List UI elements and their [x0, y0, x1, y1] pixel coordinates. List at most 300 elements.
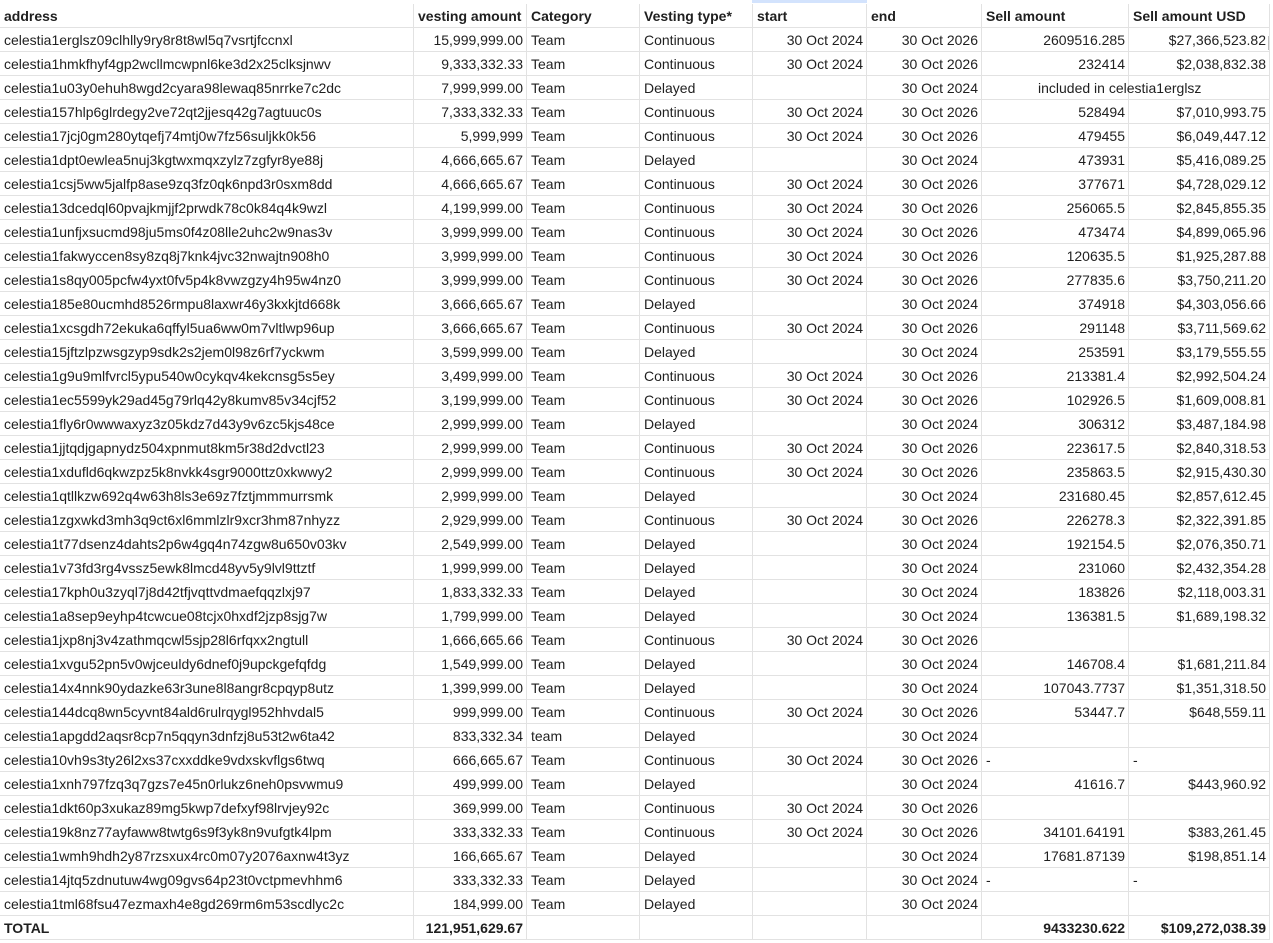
- table-row[interactable]: [0, 292, 1273, 316]
- table-row[interactable]: [0, 148, 1273, 172]
- cell-end[interactable]: 30 Oct 2026: [867, 124, 982, 148]
- cell-vesting-amount[interactable]: 9,333,332.33: [414, 52, 527, 76]
- cell-vesting-type[interactable]: Continuous: [640, 364, 753, 388]
- header-end[interactable]: end: [867, 4, 982, 28]
- cell-start[interactable]: 30 Oct 2024: [753, 796, 867, 820]
- cell-category[interactable]: Team: [527, 772, 640, 796]
- cell-sell-amount[interactable]: 231060: [982, 556, 1129, 580]
- cell-sell-amount[interactable]: 479455: [982, 124, 1129, 148]
- cell-category[interactable]: Team: [527, 676, 640, 700]
- cell-start[interactable]: 30 Oct 2024: [753, 52, 867, 76]
- cell-start[interactable]: [753, 652, 867, 676]
- total-vesting-type[interactable]: [640, 916, 753, 940]
- cell-address[interactable]: celestia1erglsz09clhlly9ry8r8t8wl5q7vsrtjfccnxl: [0, 28, 414, 52]
- cell-sell-amount[interactable]: 2609516.285: [982, 28, 1129, 52]
- header-vesting-amount[interactable]: vesting amount: [414, 4, 527, 28]
- cell-vesting-amount[interactable]: 2,999,999.00: [414, 436, 527, 460]
- table-row[interactable]: [0, 172, 1273, 196]
- total-sell-amount-usd[interactable]: $109,272,038.39: [1129, 916, 1270, 940]
- cell-category[interactable]: Team: [527, 580, 640, 604]
- cell-vesting-type[interactable]: Continuous: [640, 796, 753, 820]
- cell-vesting-type[interactable]: Continuous: [640, 100, 753, 124]
- cell-sell-amount-usd[interactable]: $4,899,065.96: [1129, 220, 1270, 244]
- cell-category[interactable]: Team: [527, 508, 640, 532]
- cell-category[interactable]: Team: [527, 484, 640, 508]
- cell-start[interactable]: [753, 76, 867, 100]
- total-category[interactable]: [527, 916, 640, 940]
- cell-sell-amount-usd[interactable]: $2,840,318.53: [1129, 436, 1270, 460]
- cell-address[interactable]: celestia1zgxwkd3mh3q9ct6xl6mmlzlr9xcr3hm87nhyzz: [0, 508, 414, 532]
- cell-address[interactable]: celestia1v73fd3rg4vssz5ewk8lmcd48yv5y9lvl9ttztf: [0, 556, 414, 580]
- cell-end[interactable]: 30 Oct 2024: [867, 844, 982, 868]
- table-row[interactable]: [0, 868, 1273, 892]
- cell-category[interactable]: Team: [527, 364, 640, 388]
- cell-vesting-amount[interactable]: 3,999,999.00: [414, 244, 527, 268]
- cell-vesting-amount[interactable]: 4,666,665.67: [414, 148, 527, 172]
- cell-sell-amount[interactable]: 374918: [982, 292, 1129, 316]
- cell-sell-amount-usd[interactable]: $383,261.45: [1129, 820, 1270, 844]
- cell-category[interactable]: Team: [527, 196, 640, 220]
- cell-vesting-type[interactable]: Delayed: [640, 292, 753, 316]
- header-address[interactable]: address: [0, 4, 414, 28]
- cell-end[interactable]: 30 Oct 2024: [867, 412, 982, 436]
- cell-vesting-type[interactable]: Continuous: [640, 748, 753, 772]
- cell-vesting-amount[interactable]: 3,666,665.67: [414, 316, 527, 340]
- cell-vesting-amount[interactable]: 5,999,999: [414, 124, 527, 148]
- table-row[interactable]: [0, 388, 1273, 412]
- cell-end[interactable]: 30 Oct 2026: [867, 100, 982, 124]
- table-row[interactable]: [0, 892, 1273, 916]
- cell-vesting-type[interactable]: Continuous: [640, 436, 753, 460]
- cell-start[interactable]: 30 Oct 2024: [753, 748, 867, 772]
- cell-address[interactable]: celestia1hmkfhyf4gp2wcllmcwpnl6ke3d2x25clksjnwv: [0, 52, 414, 76]
- header-sell-amount-usd[interactable]: Sell amount USD: [1129, 4, 1270, 28]
- cell-sell-amount-usd[interactable]: $2,915,430.30: [1129, 460, 1270, 484]
- cell-start[interactable]: 30 Oct 2024: [753, 628, 867, 652]
- cell-end[interactable]: 30 Oct 2026: [867, 436, 982, 460]
- table-row[interactable]: [0, 508, 1273, 532]
- cell-sell-amount[interactable]: 226278.3: [982, 508, 1129, 532]
- cell-category[interactable]: Team: [527, 604, 640, 628]
- cell-sell-amount-usd[interactable]: $4,728,029.12: [1129, 172, 1270, 196]
- cell-address[interactable]: celestia1xvgu52pn5v0wjceuldy6dnef0j9upckgefqfdg: [0, 652, 414, 676]
- cell-address[interactable]: celestia15jftzlpzwsgzyp9sdk2s2jem0l98z6rf7yckwm: [0, 340, 414, 364]
- cell-vesting-type[interactable]: Delayed: [640, 412, 753, 436]
- cell-category[interactable]: Team: [527, 556, 640, 580]
- cell-address[interactable]: celestia1fakwyccen8sy8zq8j7knk4jvc32nwajtn908h0: [0, 244, 414, 268]
- cell-category[interactable]: Team: [527, 868, 640, 892]
- cell-end[interactable]: 30 Oct 2024: [867, 292, 982, 316]
- cell-end[interactable]: 30 Oct 2026: [867, 700, 982, 724]
- cell-sell-amount-usd[interactable]: $7,010,993.75: [1129, 100, 1270, 124]
- table-row[interactable]: [0, 532, 1273, 556]
- cell-end[interactable]: 30 Oct 2024: [867, 484, 982, 508]
- cell-category[interactable]: Team: [527, 700, 640, 724]
- cell-vesting-amount[interactable]: 7,333,332.33: [414, 100, 527, 124]
- cell-start[interactable]: [753, 580, 867, 604]
- cell-sell-amount-usd[interactable]: $1,689,198.32: [1129, 604, 1270, 628]
- cell-end[interactable]: 30 Oct 2024: [867, 148, 982, 172]
- cell-vesting-amount[interactable]: 3,999,999.00: [414, 220, 527, 244]
- cell-vesting-amount[interactable]: 333,332.33: [414, 820, 527, 844]
- cell-vesting-amount[interactable]: 1,799,999.00: [414, 604, 527, 628]
- table-row[interactable]: [0, 628, 1273, 652]
- cell-sell-amount[interactable]: 253591: [982, 340, 1129, 364]
- table-row[interactable]: [0, 28, 1273, 52]
- cell-address[interactable]: celestia1fly6r0wwwaxyz3z05kdz7d43y9v6zc5kjs48ce: [0, 412, 414, 436]
- total-label[interactable]: TOTAL: [0, 916, 414, 940]
- cell-vesting-amount[interactable]: 1,399,999.00: [414, 676, 527, 700]
- cell-end[interactable]: 30 Oct 2024: [867, 676, 982, 700]
- cell-vesting-amount[interactable]: 3,999,999.00: [414, 268, 527, 292]
- cell-sell-amount-usd[interactable]: [1129, 76, 1270, 100]
- cell-address[interactable]: celestia1ec5599yk29ad45g79rlq42y8kumv85v34cjf52: [0, 388, 414, 412]
- cell-sell-amount-usd[interactable]: $3,179,555.55: [1129, 340, 1270, 364]
- header-start[interactable]: start: [753, 4, 867, 28]
- cell-end[interactable]: 30 Oct 2026: [867, 508, 982, 532]
- cell-start[interactable]: 30 Oct 2024: [753, 196, 867, 220]
- cell-address[interactable]: celestia1jxp8nj3v4zathmqcwl5sjp28l6rfqxx2ngtull: [0, 628, 414, 652]
- cell-start[interactable]: [753, 844, 867, 868]
- cell-vesting-type[interactable]: Delayed: [640, 484, 753, 508]
- cell-vesting-type[interactable]: Continuous: [640, 700, 753, 724]
- cell-vesting-amount[interactable]: 2,999,999.00: [414, 460, 527, 484]
- cell-end[interactable]: 30 Oct 2024: [867, 892, 982, 916]
- cell-sell-amount-usd[interactable]: $3,487,184.98: [1129, 412, 1270, 436]
- cell-sell-amount[interactable]: 53447.7: [982, 700, 1129, 724]
- cell-vesting-amount[interactable]: 2,999,999.00: [414, 484, 527, 508]
- cell-start[interactable]: 30 Oct 2024: [753, 700, 867, 724]
- cell-vesting-amount[interactable]: 1,549,999.00: [414, 652, 527, 676]
- cell-start[interactable]: 30 Oct 2024: [753, 220, 867, 244]
- cell-address[interactable]: celestia1dkt60p3xukaz89mg5kwp7defxyf98lrvjey92c: [0, 796, 414, 820]
- cell-sell-amount[interactable]: 41616.7: [982, 772, 1129, 796]
- cell-sell-amount-usd[interactable]: $27,366,523.82: [1129, 28, 1270, 52]
- cell-address[interactable]: celestia17jcj0gm280ytqefj74mtj0w7fz56suljkk0k56: [0, 124, 414, 148]
- cell-sell-amount-usd[interactable]: $2,118,003.31: [1129, 580, 1270, 604]
- cell-end[interactable]: 30 Oct 2026: [867, 388, 982, 412]
- cell-vesting-type[interactable]: Continuous: [640, 508, 753, 532]
- cell-start[interactable]: 30 Oct 2024: [753, 244, 867, 268]
- total-vesting-amount[interactable]: 121,951,629.67: [414, 916, 527, 940]
- cell-address[interactable]: celestia1t77dsenz4dahts2p6w4gq4n74zgw8u650v03kv: [0, 532, 414, 556]
- cell-vesting-amount[interactable]: 1,999,999.00: [414, 556, 527, 580]
- cell-sell-amount-usd[interactable]: $198,851.14: [1129, 844, 1270, 868]
- cell-address[interactable]: celestia1jjtqdjgapnydz504xpnmut8km5r38d2dvctl23: [0, 436, 414, 460]
- total-end[interactable]: [867, 916, 982, 940]
- cell-address[interactable]: celestia19k8nz77ayfaww8twtg6s9f3yk8n9vufgtk4lpm: [0, 820, 414, 844]
- cell-sell-amount-usd[interactable]: $2,857,612.45: [1129, 484, 1270, 508]
- cell-vesting-type[interactable]: Delayed: [640, 76, 753, 100]
- total-start[interactable]: [753, 916, 867, 940]
- cell-vesting-type[interactable]: Delayed: [640, 148, 753, 172]
- cell-vesting-amount[interactable]: 3,599,999.00: [414, 340, 527, 364]
- cell-address[interactable]: celestia10vh9s3ty26l2xs37cxxddke9vdxskvflgs6twq: [0, 748, 414, 772]
- header-row[interactable]: [0, 4, 1273, 28]
- cell-vesting-type[interactable]: Continuous: [640, 220, 753, 244]
- cell-vesting-amount[interactable]: 1,666,665.66: [414, 628, 527, 652]
- cell-address[interactable]: celestia185e80ucmhd8526rmpu8laxwr46y3kxkjtd668k: [0, 292, 414, 316]
- cell-usd-dash[interactable]: -: [1129, 868, 1270, 892]
- cell-sell-amount-usd[interactable]: $4,303,056.66: [1129, 292, 1270, 316]
- cell-vesting-amount[interactable]: 4,199,999.00: [414, 196, 527, 220]
- cell-start[interactable]: [753, 292, 867, 316]
- cell-category[interactable]: Team: [527, 316, 640, 340]
- table-row[interactable]: [0, 196, 1273, 220]
- cell-vesting-amount[interactable]: 3,199,999.00: [414, 388, 527, 412]
- cell-category[interactable]: Team: [527, 820, 640, 844]
- cell-vesting-type[interactable]: Delayed: [640, 892, 753, 916]
- cell-sell-amount[interactable]: 223617.5: [982, 436, 1129, 460]
- cell-sell-amount[interactable]: 306312: [982, 412, 1129, 436]
- cell-start[interactable]: 30 Oct 2024: [753, 460, 867, 484]
- cell-vesting-amount[interactable]: 4,666,665.67: [414, 172, 527, 196]
- cell-category[interactable]: Team: [527, 748, 640, 772]
- cell-sell-amount-usd[interactable]: $2,076,350.71: [1129, 532, 1270, 556]
- cell-sell-amount-usd[interactable]: [1129, 796, 1270, 820]
- cell-category[interactable]: Team: [527, 28, 640, 52]
- cell-vesting-amount[interactable]: 2,999,999.00: [414, 412, 527, 436]
- cell-address[interactable]: celestia17kph0u3zyql7j8d42tfjvqttvdmaefqqzlxj97: [0, 580, 414, 604]
- cell-sell-amount[interactable]: 192154.5: [982, 532, 1129, 556]
- cell-vesting-type[interactable]: Continuous: [640, 244, 753, 268]
- cell-address[interactable]: celestia1xdufld6qkwzpz5k8nvkk4sgr9000ttz0xkwwy2: [0, 460, 414, 484]
- cell-vesting-amount[interactable]: 184,999.00: [414, 892, 527, 916]
- cell-category[interactable]: Team: [527, 412, 640, 436]
- table-row[interactable]: [0, 220, 1273, 244]
- table-row[interactable]: [0, 652, 1273, 676]
- cell-vesting-amount[interactable]: 2,929,999.00: [414, 508, 527, 532]
- cell-start[interactable]: [753, 148, 867, 172]
- cell-sell-amount[interactable]: 231680.45: [982, 484, 1129, 508]
- cell-usd-dash[interactable]: -: [1129, 748, 1270, 772]
- table-row[interactable]: [0, 820, 1273, 844]
- cell-category[interactable]: Team: [527, 76, 640, 100]
- table-row[interactable]: [0, 724, 1273, 748]
- cell-vesting-type[interactable]: Delayed: [640, 604, 753, 628]
- cell-start[interactable]: [753, 868, 867, 892]
- cell-address[interactable]: celestia1g9u9mlfvrcl5ypu540w0cykqv4kekcnsg5s5ey: [0, 364, 414, 388]
- cell-end[interactable]: 30 Oct 2026: [867, 748, 982, 772]
- cell-end[interactable]: 30 Oct 2026: [867, 244, 982, 268]
- cell-sell-amount[interactable]: [982, 892, 1129, 916]
- cell-sell-amount[interactable]: 473931: [982, 148, 1129, 172]
- cell-sell-amount-usd[interactable]: [1129, 628, 1270, 652]
- cell-category[interactable]: Team: [527, 172, 640, 196]
- cell-address[interactable]: celestia157hlp6glrdegy2ve72qt2jjesq42g7agtuuc0s: [0, 100, 414, 124]
- cell-vesting-type[interactable]: Delayed: [640, 340, 753, 364]
- cell-vesting-type[interactable]: Continuous: [640, 628, 753, 652]
- cell-sell-amount-usd[interactable]: $2,322,391.85: [1129, 508, 1270, 532]
- cell-end[interactable]: 30 Oct 2024: [867, 340, 982, 364]
- cell-category[interactable]: Team: [527, 124, 640, 148]
- cell-sell-amount-usd[interactable]: $648,559.11: [1129, 700, 1270, 724]
- cell-start[interactable]: [753, 892, 867, 916]
- table-row[interactable]: [0, 748, 1273, 772]
- cell-sell-amount[interactable]: 120635.5: [982, 244, 1129, 268]
- cell-start[interactable]: 30 Oct 2024: [753, 268, 867, 292]
- cell-sell-amount[interactable]: [982, 628, 1129, 652]
- cell-end[interactable]: 30 Oct 2024: [867, 772, 982, 796]
- cell-address[interactable]: celestia1xnh797fzq3q7gzs7e45n0rlukz6neh0psvwmu9: [0, 772, 414, 796]
- cell-sell-amount-usd[interactable]: $1,925,287.88: [1129, 244, 1270, 268]
- cell-end[interactable]: 30 Oct 2026: [867, 460, 982, 484]
- cell-sell-amount-usd[interactable]: $6,049,447.12: [1129, 124, 1270, 148]
- cell-vesting-amount[interactable]: 499,999.00: [414, 772, 527, 796]
- cell-sell-amount-usd[interactable]: $1,609,008.81: [1129, 388, 1270, 412]
- header-sell-amount[interactable]: Sell amount: [982, 4, 1129, 28]
- cell-category[interactable]: Team: [527, 244, 640, 268]
- cell-start[interactable]: [753, 604, 867, 628]
- cell-address[interactable]: celestia1xcsgdh72ekuka6qffyl5ua6ww0m7vltlwp96up: [0, 316, 414, 340]
- cell-sell-dash[interactable]: -: [982, 868, 1129, 892]
- header-category[interactable]: Category: [527, 4, 640, 28]
- cell-end[interactable]: 30 Oct 2024: [867, 652, 982, 676]
- cell-vesting-amount[interactable]: 7,999,999.00: [414, 76, 527, 100]
- cell-vesting-type[interactable]: Delayed: [640, 772, 753, 796]
- cell-sell-amount[interactable]: 232414: [982, 52, 1129, 76]
- cell-sell-amount-usd[interactable]: $1,351,318.50: [1129, 676, 1270, 700]
- cell-end[interactable]: 30 Oct 2024: [867, 868, 982, 892]
- cell-vesting-type[interactable]: Continuous: [640, 460, 753, 484]
- table-row[interactable]: [0, 244, 1273, 268]
- cell-address[interactable]: celestia144dcq8wn5cyvnt84ald6rulrqygl952hhvdal5: [0, 700, 414, 724]
- cell-category[interactable]: Team: [527, 148, 640, 172]
- table-row[interactable]: [0, 340, 1273, 364]
- cell-start[interactable]: 30 Oct 2024: [753, 316, 867, 340]
- cell-vesting-type[interactable]: Delayed: [640, 868, 753, 892]
- cell-end[interactable]: 30 Oct 2026: [867, 364, 982, 388]
- cell-end[interactable]: 30 Oct 2024: [867, 532, 982, 556]
- cell-start[interactable]: [753, 532, 867, 556]
- cell-vesting-amount[interactable]: 333,332.33: [414, 868, 527, 892]
- cell-category[interactable]: Team: [527, 844, 640, 868]
- cell-end[interactable]: 30 Oct 2026: [867, 796, 982, 820]
- cell-vesting-amount[interactable]: 1,833,332.33: [414, 580, 527, 604]
- cell-vesting-amount[interactable]: 2,549,999.00: [414, 532, 527, 556]
- cell-vesting-type[interactable]: Continuous: [640, 316, 753, 340]
- cell-start[interactable]: [753, 484, 867, 508]
- cell-sell-amount-usd[interactable]: $3,750,211.20: [1129, 268, 1270, 292]
- table-row[interactable]: [0, 76, 1273, 100]
- cell-address[interactable]: celestia1tml68fsu47ezmaxh4e8gd269rm6m53scdlyc2c: [0, 892, 414, 916]
- cell-address[interactable]: celestia1unfjxsucmd98ju5ms0f4z08lle2uhc2w9nas3v: [0, 220, 414, 244]
- cell-address[interactable]: celestia14x4nnk90ydazke63r3une8l8angr8cpqyp8utz: [0, 676, 414, 700]
- cell-end[interactable]: 30 Oct 2026: [867, 220, 982, 244]
- cell-sell-amount-usd[interactable]: $443,960.92: [1129, 772, 1270, 796]
- cell-vesting-amount[interactable]: 369,999.00: [414, 796, 527, 820]
- table-row[interactable]: [0, 772, 1273, 796]
- cell-vesting-type[interactable]: Delayed: [640, 532, 753, 556]
- cell-sell-amount[interactable]: 146708.4: [982, 652, 1129, 676]
- cell-vesting-type[interactable]: Delayed: [640, 652, 753, 676]
- table-row[interactable]: [0, 268, 1273, 292]
- cell-end[interactable]: 30 Oct 2024: [867, 556, 982, 580]
- cell-end[interactable]: 30 Oct 2024: [867, 724, 982, 748]
- cell-vesting-type[interactable]: Delayed: [640, 580, 753, 604]
- cell-vesting-amount[interactable]: 3,666,665.67: [414, 292, 527, 316]
- cell-start[interactable]: [753, 724, 867, 748]
- table-row[interactable]: [0, 484, 1273, 508]
- table-row[interactable]: [0, 580, 1273, 604]
- cell-sell-amount[interactable]: 277835.6: [982, 268, 1129, 292]
- cell-end[interactable]: 30 Oct 2026: [867, 268, 982, 292]
- cell-vesting-amount[interactable]: 666,665.67: [414, 748, 527, 772]
- cell-vesting-amount[interactable]: 15,999,999.00: [414, 28, 527, 52]
- table-row[interactable]: [0, 604, 1273, 628]
- cell-end[interactable]: 30 Oct 2026: [867, 820, 982, 844]
- table-row[interactable]: [0, 100, 1273, 124]
- cell-sell-amount-usd[interactable]: $2,038,832.38: [1129, 52, 1270, 76]
- cell-start[interactable]: 30 Oct 2024: [753, 28, 867, 52]
- cell-sell-amount[interactable]: 473474: [982, 220, 1129, 244]
- cell-end[interactable]: 30 Oct 2026: [867, 316, 982, 340]
- cell-category[interactable]: Team: [527, 460, 640, 484]
- total-row[interactable]: [0, 916, 1273, 940]
- cell-start[interactable]: 30 Oct 2024: [753, 508, 867, 532]
- cell-start[interactable]: 30 Oct 2024: [753, 436, 867, 460]
- cell-sell-amount[interactable]: 291148: [982, 316, 1129, 340]
- cell-address[interactable]: celestia1csj5ww5jalfp8ase9zq3fz0qk6npd3r0sxm8dd: [0, 172, 414, 196]
- cell-sell-amount[interactable]: 183826: [982, 580, 1129, 604]
- cell-sell-amount[interactable]: 213381.4: [982, 364, 1129, 388]
- table-row[interactable]: [0, 316, 1273, 340]
- cell-sell-amount-usd[interactable]: [1129, 724, 1270, 748]
- cell-category[interactable]: team: [527, 724, 640, 748]
- cell-category[interactable]: Team: [527, 220, 640, 244]
- table-row[interactable]: [0, 796, 1273, 820]
- cell-end[interactable]: 30 Oct 2026: [867, 52, 982, 76]
- cell-end[interactable]: 30 Oct 2026: [867, 28, 982, 52]
- cell-sell-amount-usd[interactable]: $1,681,211.84: [1129, 652, 1270, 676]
- cell-address[interactable]: celestia1dpt0ewlea5nuj3kgtwxmqxzylz7zgfyr8ye88j: [0, 148, 414, 172]
- cell-vesting-amount[interactable]: 999,999.00: [414, 700, 527, 724]
- cell-start[interactable]: 30 Oct 2024: [753, 820, 867, 844]
- cell-sell-amount-usd[interactable]: [1129, 892, 1270, 916]
- cell-end[interactable]: 30 Oct 2024: [867, 580, 982, 604]
- cell-address[interactable]: celestia14jtq5zdnutuw4wg09gvs64p23t0vctpmevhhm6: [0, 868, 414, 892]
- cell-end[interactable]: 30 Oct 2024: [867, 604, 982, 628]
- cell-sell-amount[interactable]: 102926.5: [982, 388, 1129, 412]
- cell-start[interactable]: 30 Oct 2024: [753, 364, 867, 388]
- cell-vesting-type[interactable]: Continuous: [640, 52, 753, 76]
- cell-end[interactable]: 30 Oct 2026: [867, 628, 982, 652]
- cell-start[interactable]: [753, 412, 867, 436]
- cell-vesting-amount[interactable]: 166,665.67: [414, 844, 527, 868]
- cell-sell-amount[interactable]: 107043.7737: [982, 676, 1129, 700]
- cell-sell-amount-usd[interactable]: $2,992,504.24: [1129, 364, 1270, 388]
- cell-sell-amount[interactable]: [982, 796, 1129, 820]
- cell-category[interactable]: Team: [527, 388, 640, 412]
- cell-sell-amount-usd[interactable]: $2,845,855.35: [1129, 196, 1270, 220]
- cell-sell-note[interactable]: included in celestia1erglsz: [982, 76, 1129, 100]
- cell-start[interactable]: [753, 676, 867, 700]
- cell-address[interactable]: celestia1s8qy005pcfw4yxt0fv5p4k8vwzgzy4h95w4nz0: [0, 268, 414, 292]
- cell-vesting-type[interactable]: Delayed: [640, 556, 753, 580]
- cell-sell-amount[interactable]: 377671: [982, 172, 1129, 196]
- cell-address[interactable]: celestia1qtllkzw692q4w63h8ls3e69z7fztjmmmurrsmk: [0, 484, 414, 508]
- cell-sell-dash[interactable]: -: [982, 748, 1129, 772]
- cell-category[interactable]: Team: [527, 268, 640, 292]
- cell-vesting-amount[interactable]: 833,332.34: [414, 724, 527, 748]
- cell-vesting-type[interactable]: Continuous: [640, 28, 753, 52]
- table-row[interactable]: [0, 676, 1273, 700]
- cell-vesting-type[interactable]: Delayed: [640, 724, 753, 748]
- cell-vesting-type[interactable]: Continuous: [640, 820, 753, 844]
- cell-category[interactable]: Team: [527, 52, 640, 76]
- table-row[interactable]: [0, 52, 1273, 76]
- cell-start[interactable]: 30 Oct 2024: [753, 388, 867, 412]
